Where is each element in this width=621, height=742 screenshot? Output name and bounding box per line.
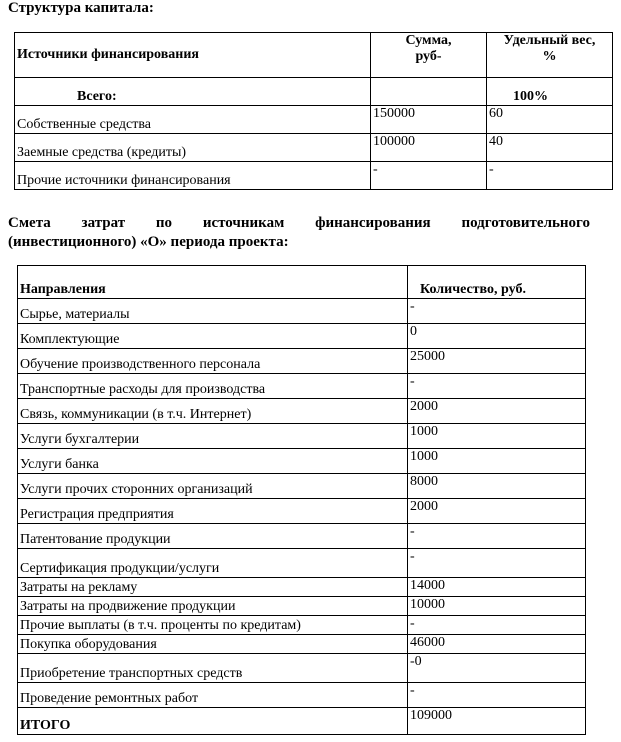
row-share: -: [487, 162, 613, 190]
row-share: 60: [487, 106, 613, 134]
row-label: Транспортные расходы для производства: [18, 374, 408, 399]
table-row: [18, 449, 586, 474]
row-share: 40: [487, 134, 613, 162]
row-amount: -: [408, 524, 586, 549]
header-sum: [371, 33, 487, 78]
row-label: Сырье, материалы: [18, 299, 408, 324]
row-amount: 25000: [408, 349, 586, 374]
row-label: Приобретение транспортных средств: [18, 654, 408, 683]
row-label: Прочие выплаты (в т.ч. проценты по кредитам): [18, 616, 408, 635]
capital-structure-table: [14, 32, 613, 190]
row-amount: 8000: [408, 474, 586, 499]
row-amount: 2000: [408, 499, 586, 524]
header-share-line2: %: [542, 49, 557, 64]
header-amount: Количество, руб.: [408, 266, 586, 299]
table-row: [18, 299, 586, 324]
total-label: ИТОГО: [18, 708, 408, 735]
row-amount: -: [408, 683, 586, 708]
header-share: [487, 33, 613, 78]
table-row: [15, 106, 613, 134]
row-sum: -: [371, 162, 487, 190]
row-amount: -: [408, 374, 586, 399]
table-row: [18, 399, 586, 424]
table-row: [18, 524, 586, 549]
table-row-total: [18, 708, 586, 735]
header-sum-line1: Сумма,: [405, 33, 452, 48]
header-share-line1: Удельный вес,: [503, 33, 596, 48]
table-row: [18, 635, 586, 654]
row-label: Регистрация предприятия: [18, 499, 408, 524]
row-label: Услуги банка: [18, 449, 408, 474]
table-row: [18, 424, 586, 449]
table-row: [18, 616, 586, 635]
table-row: [18, 578, 586, 597]
estimate-heading-line1: Смета затрат по источникам финансирования подготовительного: [8, 215, 590, 231]
row-amount: 1000: [408, 449, 586, 474]
table-row: [18, 597, 586, 616]
total-share: 100%: [487, 78, 613, 106]
row-label: Сертификация продукции/услуги: [18, 549, 408, 578]
row-amount: 2000: [408, 399, 586, 424]
row-label: Затраты на продвижение продукции: [18, 597, 408, 616]
table-row: [15, 134, 613, 162]
table-row: [18, 474, 586, 499]
row-amount: 1000: [408, 424, 586, 449]
table-row: [15, 162, 613, 190]
table-header-row: [15, 33, 613, 78]
row-label: Покупка оборудования: [18, 635, 408, 654]
capital-structure-heading: Структура капитала:: [8, 0, 154, 16]
row-label: Комплектующие: [18, 324, 408, 349]
table-header-row: [18, 266, 586, 299]
table-row-total: [15, 78, 613, 106]
table-row: [18, 549, 586, 578]
row-label: Патентование продукции: [18, 524, 408, 549]
header-source: Источники финансирования: [15, 33, 371, 78]
row-amount: 0: [408, 324, 586, 349]
total-amount: 109000: [408, 708, 586, 735]
row-label: Услуги прочих сторонних организаций: [18, 474, 408, 499]
estimate-heading: [8, 214, 590, 252]
row-label: Проведение ремонтных работ: [18, 683, 408, 708]
row-amount: -: [408, 549, 586, 578]
table-row: [18, 324, 586, 349]
row-amount: 10000: [408, 597, 586, 616]
row-label: Собственные средства: [15, 106, 371, 134]
header-direction: Направления: [18, 266, 408, 299]
row-label: Прочие источники финансирования: [15, 162, 371, 190]
row-amount: -0: [408, 654, 586, 683]
row-amount: -: [408, 616, 586, 635]
table-row: [18, 374, 586, 399]
cost-estimate-table: [17, 265, 586, 735]
row-label: Заемные средства (кредиты): [15, 134, 371, 162]
row-amount: 14000: [408, 578, 586, 597]
row-sum: 100000: [371, 134, 487, 162]
row-label: Обучение производственного персонала: [18, 349, 408, 374]
header-sum-line2: руб-: [415, 49, 442, 64]
table-row: [18, 349, 586, 374]
row-label: Услуги бухгалтерии: [18, 424, 408, 449]
total-label: Всего:: [15, 78, 371, 106]
row-label: Связь, коммуникации (в т.ч. Интернет): [18, 399, 408, 424]
row-label: Затраты на рекламу: [18, 578, 408, 597]
row-sum: 150000: [371, 106, 487, 134]
row-amount: 46000: [408, 635, 586, 654]
total-sum: [371, 78, 487, 106]
table-row: [18, 654, 586, 683]
table-row: [18, 499, 586, 524]
estimate-heading-line2: (инвестиционного) «О» периода проекта:: [8, 234, 289, 250]
table-row: [18, 683, 586, 708]
row-amount: -: [408, 299, 586, 324]
